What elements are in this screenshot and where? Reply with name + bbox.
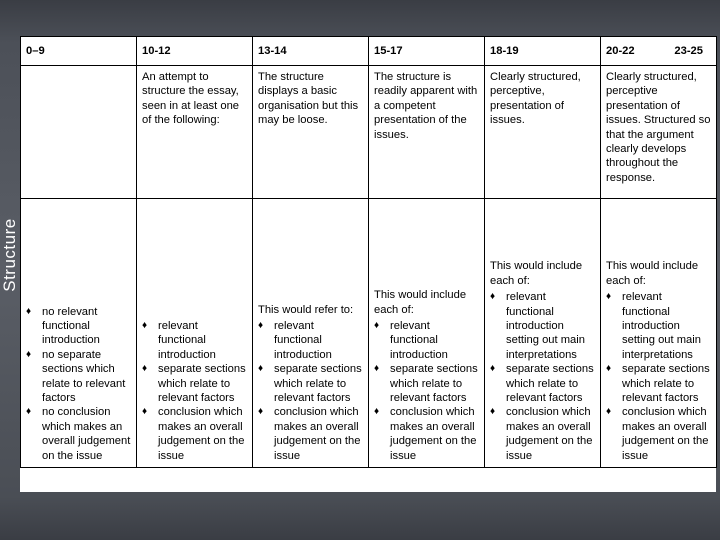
criteria-item	[26, 305, 131, 348]
band-description: Clearly structured, perceptive, presentation of issues.	[485, 66, 601, 199]
diamond-bullet-icon: ♦	[26, 305, 32, 317]
diamond-bullet-icon: ♦	[490, 406, 496, 418]
criteria-item	[374, 319, 479, 362]
criteria-block	[606, 259, 711, 463]
criteria-list	[490, 290, 595, 463]
criteria-item	[142, 319, 247, 362]
criteria-item	[26, 348, 131, 406]
criteria-list	[26, 305, 131, 463]
criteria-item	[374, 405, 479, 463]
band-header: 10-12	[137, 37, 253, 66]
criteria-text: conclusion which makes an overall judgement on the issue	[390, 406, 477, 462]
row-label-structure: Structure	[0, 218, 19, 292]
criteria-list	[258, 319, 363, 463]
criteria-intro: This would refer to:	[258, 303, 354, 316]
criteria-text: separate sections which relate to relevant factors	[390, 363, 478, 404]
criteria-item	[258, 405, 363, 463]
diamond-bullet-icon: ♦	[142, 406, 148, 418]
criteria-item	[606, 362, 711, 405]
criteria-item	[26, 405, 131, 463]
band-description: The structure is readily apparent with a competent presentation of the issues.	[369, 66, 485, 199]
criteria-item	[606, 290, 711, 362]
diamond-bullet-icon: ♦	[490, 291, 496, 303]
criteria-row	[21, 199, 717, 468]
criteria-block	[26, 305, 131, 463]
criteria-text: no separate sections which relate to relevant factors	[42, 348, 126, 404]
criteria-text: relevant functional introduction setting out main interpretations	[622, 291, 701, 361]
criteria-item	[374, 362, 479, 405]
diamond-bullet-icon: ♦	[374, 319, 380, 331]
band-description: An attempt to structure the essay, seen in at least one of the following:	[137, 66, 253, 199]
criteria-text: conclusion which makes an overall judgement on the issue	[622, 406, 709, 462]
diamond-bullet-icon: ♦	[374, 406, 380, 418]
criteria-intro: This would include each of:	[490, 260, 583, 287]
band-description: The structure displays a basic organisation but this may be loose.	[253, 66, 369, 199]
band-criteria	[485, 199, 601, 468]
diamond-bullet-icon: ♦	[258, 319, 264, 331]
criteria-text: relevant functional introduction	[274, 319, 332, 361]
band-description	[21, 66, 137, 199]
criteria-text: no relevant functional introduction	[42, 305, 100, 347]
rubric-panel	[20, 36, 716, 492]
band-header: 20-22 23-25	[601, 37, 717, 66]
criteria-text: no conclusion which makes an overall judgement on the issue	[42, 406, 131, 462]
band-criteria	[253, 199, 369, 468]
band-header: 0–9	[21, 37, 137, 66]
rubric-table	[20, 36, 717, 468]
band-header: 15-17	[369, 37, 485, 66]
criteria-item	[606, 405, 711, 463]
criteria-text: conclusion which makes an overall judgement on the issue	[506, 406, 593, 462]
criteria-text: separate sections which relate to relevant factors	[274, 363, 362, 404]
diamond-bullet-icon: ♦	[606, 291, 612, 303]
criteria-item	[142, 362, 247, 405]
header-row	[21, 37, 717, 66]
criteria-item	[258, 319, 363, 362]
diamond-bullet-icon: ♦	[606, 406, 612, 418]
band-header: 13-14	[253, 37, 369, 66]
criteria-block	[374, 288, 479, 463]
criteria-text: conclusion which makes an overall judgement on the issue	[158, 406, 245, 462]
diamond-bullet-icon: ♦	[142, 319, 148, 331]
criteria-text: relevant functional introduction	[158, 319, 216, 361]
criteria-text: separate sections which relate to relevant factors	[622, 363, 710, 404]
criteria-block	[258, 303, 363, 463]
criteria-block	[490, 259, 595, 463]
criteria-item	[490, 362, 595, 405]
criteria-item	[490, 290, 595, 362]
diamond-bullet-icon: ♦	[26, 406, 32, 418]
criteria-item	[258, 362, 363, 405]
band-description: Clearly structured, perceptive presentation of issues. Structured so that the argument clearly develops throughout the response.	[601, 66, 717, 199]
band-criteria	[601, 199, 717, 468]
diamond-bullet-icon: ♦	[606, 363, 612, 375]
criteria-text: separate sections which relate to relevant factors	[506, 363, 594, 404]
criteria-intro: This would include each of:	[606, 260, 699, 287]
band-criteria	[21, 199, 137, 468]
criteria-list	[606, 290, 711, 463]
criteria-item	[490, 405, 595, 463]
criteria-text: relevant functional introduction	[390, 319, 448, 361]
criteria-text: conclusion which makes an overall judgement on the issue	[274, 406, 361, 462]
criteria-text: separate sections which relate to relevant factors	[158, 363, 246, 404]
band-criteria	[369, 199, 485, 468]
criteria-list	[374, 319, 479, 463]
diamond-bullet-icon: ♦	[26, 348, 32, 360]
description-row	[21, 66, 717, 199]
diamond-bullet-icon: ♦	[490, 363, 496, 375]
diamond-bullet-icon: ♦	[258, 363, 264, 375]
diamond-bullet-icon: ♦	[258, 406, 264, 418]
diamond-bullet-icon: ♦	[142, 363, 148, 375]
criteria-item	[142, 405, 247, 463]
criteria-block	[142, 319, 247, 463]
criteria-list	[142, 319, 247, 463]
band-criteria	[137, 199, 253, 468]
band-header: 18-19	[485, 37, 601, 66]
diamond-bullet-icon: ♦	[374, 363, 380, 375]
criteria-text: relevant functional introduction setting out main interpretations	[506, 291, 585, 361]
criteria-intro: This would include each of:	[374, 289, 467, 316]
